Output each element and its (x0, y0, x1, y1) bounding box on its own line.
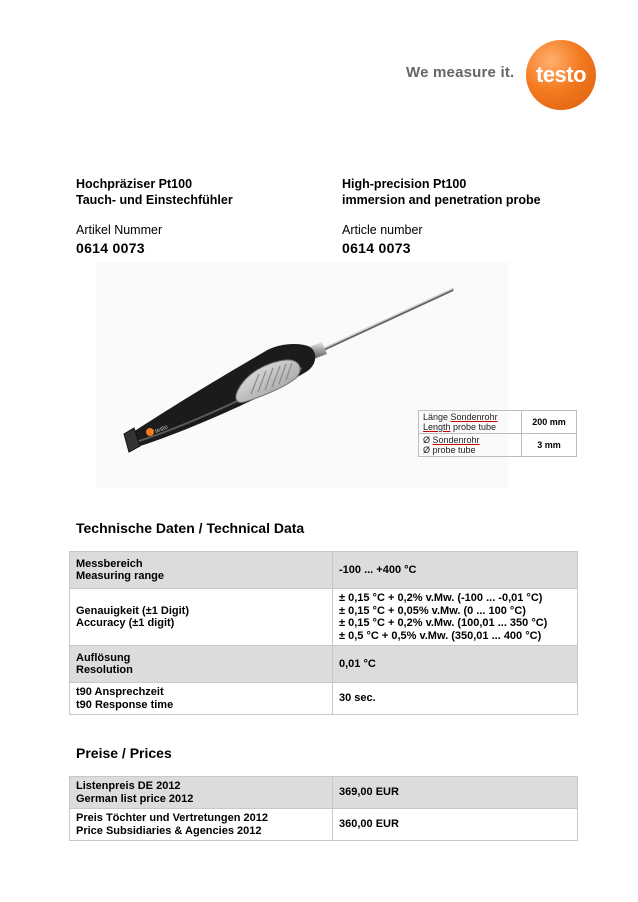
label-de: Listenpreis DE 2012 (76, 780, 181, 792)
label-de: t90 Ansprechzeit (76, 686, 164, 698)
row-value (333, 646, 578, 683)
value-line: ± 0,15 °C + 0,05% v.Mw. (0 ... 100 °C) (339, 604, 526, 617)
heading-german (76, 176, 316, 256)
dim-diameter-en: Ø probe tube (423, 445, 476, 455)
table-row (70, 809, 578, 841)
dim-row-length (419, 411, 577, 434)
value-line: 0,01 °C (339, 657, 376, 670)
dim-row-diameter (419, 434, 577, 457)
product-title-de-line1: Hochpräziser Pt100 (76, 177, 193, 191)
dim-length-en-word: Length (423, 422, 451, 432)
row-label (70, 777, 333, 809)
label-de: Messbereich (76, 557, 143, 570)
tech-data-table (69, 551, 578, 715)
label-en: Price Subsidiaries & Agencies 2012 (76, 824, 262, 837)
value-line: -100 ... +400 °C (339, 563, 417, 576)
dim-length-value: 200 mm (522, 411, 577, 434)
label-de: Auflösung (76, 651, 131, 664)
prices-title: Preise / Prices (76, 745, 172, 761)
logo-wordmark: testo (535, 62, 587, 87)
dim-diameter-de-prefix: Ø (423, 435, 433, 445)
row-label (70, 646, 333, 683)
price-value: 360,00 EUR (333, 809, 578, 841)
row-value (333, 589, 578, 646)
table-row (70, 589, 578, 646)
value-line: ± 0,15 °C + 0,2% v.Mw. (100,01 ... 350 °C) (339, 617, 548, 629)
label-en: Accuracy (±1 digit) (76, 617, 175, 629)
label-en: Resolution (76, 664, 133, 676)
value-line: 30 sec. (339, 692, 376, 705)
prices-table (69, 776, 578, 841)
value-line: ± 0,5 °C + 0,5% v.Mw. (350,01 ... 400 °C) (339, 629, 542, 642)
value-line: ± 0,15 °C + 0,2% v.Mw. (-100 ... -0,01 °C) (339, 592, 543, 604)
probe-dimension-table (418, 410, 577, 457)
dim-diameter-value: 3 mm (522, 434, 577, 457)
label-en: Measuring range (76, 570, 165, 582)
dim-length-de-prefix: Länge (423, 412, 451, 422)
table-row (70, 683, 578, 715)
heading-english (342, 176, 582, 256)
article-label-de: Artikel Nummer (76, 223, 163, 237)
label-de: Preis Töchter und Vertretungen 2012 (76, 812, 268, 824)
dim-length-en-suffix: probe tube (450, 422, 497, 432)
row-label (70, 809, 333, 841)
dim-diameter-label (419, 434, 522, 457)
row-label (70, 552, 333, 589)
price-value: 369,00 EUR (333, 777, 578, 809)
label-en: t90 Response time (76, 698, 174, 711)
row-label (70, 589, 333, 646)
dim-length-de-word: Sondenrohr (450, 412, 498, 422)
logo-tagline: We measure it. (406, 64, 515, 81)
row-value (333, 683, 578, 715)
article-label-en: Article number (342, 223, 423, 237)
product-title-en-line2: immersion and penetration probe (342, 193, 541, 207)
tech-data-title: Technische Daten / Technical Data (76, 520, 305, 536)
product-title-en-line1: High-precision Pt100 (342, 177, 467, 191)
product-title-de-line2: Tauch- und Einstechfühler (76, 193, 233, 207)
table-row (70, 777, 578, 809)
label-en: German list price 2012 (76, 792, 194, 805)
svg-text:testo: testo (154, 424, 169, 435)
dim-length-label (419, 411, 522, 434)
row-label (70, 683, 333, 715)
article-number-de: 0614 0073 (76, 240, 145, 256)
row-value (333, 552, 578, 589)
table-row (70, 552, 578, 589)
table-row (70, 646, 578, 683)
dim-diameter-de-word: Sondenrohr (432, 435, 480, 445)
label-de: Genauigkeit (±1 Digit) (76, 604, 189, 617)
article-number-en: 0614 0073 (342, 240, 411, 256)
brand-logo (400, 40, 600, 112)
